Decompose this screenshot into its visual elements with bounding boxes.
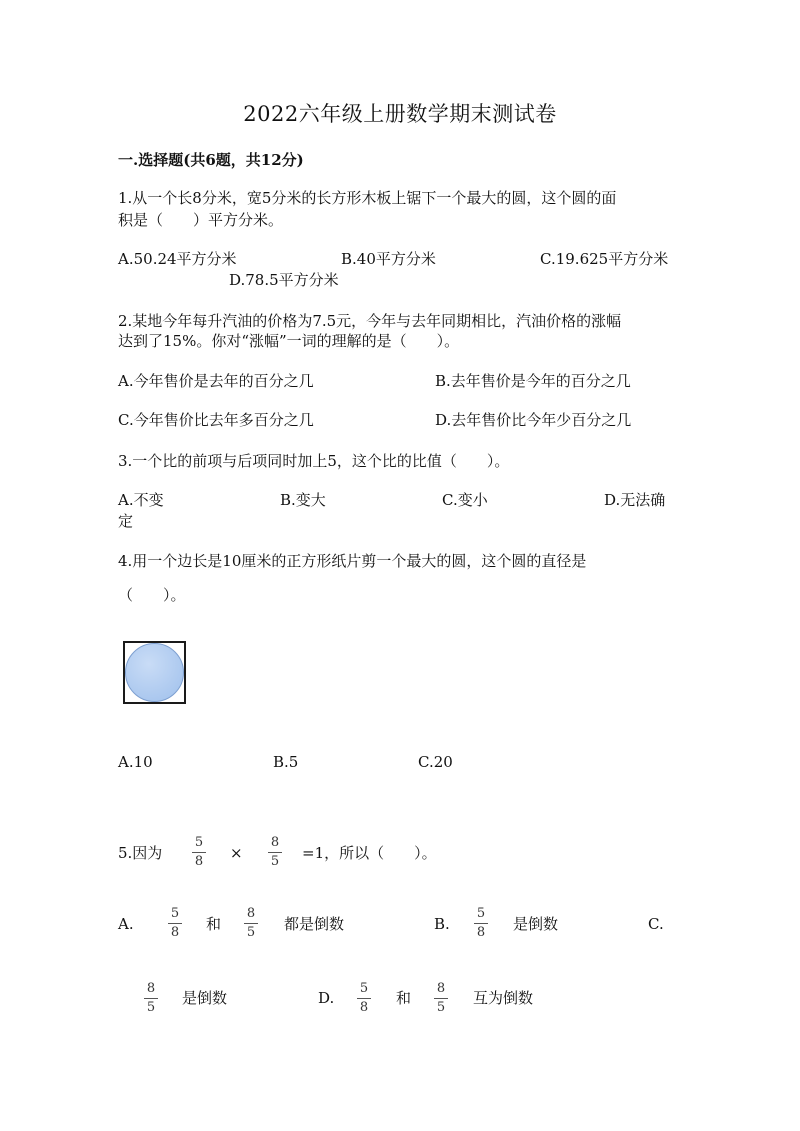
q5-option-d-fraction-8-5	[432, 981, 450, 1016]
fraction-denominator: 8	[359, 1000, 369, 1015]
q2-option-b[interactable]: B.去年售价是今年的百分之几	[435, 372, 631, 390]
q2-text-line1: 2.某地今年每升汽油的价格为7.5元，今年与去年同期相比，汽油价格的涨幅	[118, 312, 622, 330]
fraction-numerator: 8	[246, 906, 256, 921]
q2-option-d[interactable]: D.去年售价比今年少百分之几	[435, 411, 632, 429]
q5-option-a-fraction-5-8	[166, 906, 184, 941]
fraction-numerator: 8	[146, 981, 156, 996]
fraction-numerator: 5	[170, 906, 180, 921]
fraction-numerator: 8	[436, 981, 446, 996]
fraction-numerator: 5	[194, 835, 204, 850]
q3-option-b[interactable]: B.变大	[280, 491, 326, 509]
q5-option-d-text: 互为倒数	[473, 989, 534, 1007]
q5-option-c-fraction-8-5	[142, 981, 160, 1016]
q5-times-sign: ×	[230, 844, 243, 862]
fraction-denominator: 5	[146, 1000, 156, 1015]
q1-option-a[interactable]: A.50.24平方分米	[118, 250, 237, 268]
q4-option-c[interactable]: C.20	[418, 753, 453, 771]
fraction-bar	[192, 852, 206, 853]
q4-text-line1: 4.用一个边长是10厘米的正方形纸片剪一个最大的圆，这个圆的直径是	[118, 552, 587, 570]
fraction-bar	[268, 852, 282, 853]
q5-fraction-5-8	[190, 835, 208, 870]
fraction-denominator: 5	[436, 1000, 446, 1015]
page-title: 2022六年级上册数学期末测试卷	[243, 102, 557, 126]
fraction-denominator: 8	[476, 925, 486, 940]
q5-prefix: 5.因为	[118, 844, 163, 862]
fraction-bar	[168, 923, 182, 924]
q1-option-b[interactable]: B.40平方分米	[341, 250, 436, 268]
fraction-bar	[144, 998, 158, 999]
fraction-denominator: 8	[170, 925, 180, 940]
q5-option-b-text: 是倒数	[513, 915, 559, 933]
q5-fraction-8-5	[266, 835, 284, 870]
fraction-denominator: 8	[194, 854, 204, 869]
q5-option-b-fraction-5-8	[472, 906, 490, 941]
fraction-numerator: 5	[476, 906, 486, 921]
q1-option-d[interactable]: D.78.5平方分米	[229, 271, 339, 289]
q5-option-b-label[interactable]: B.	[434, 915, 450, 933]
q5-option-c-text: 是倒数	[182, 989, 228, 1007]
q1-option-c[interactable]: C.19.625平方分米	[540, 250, 669, 268]
q1-text-line2: 积是（ ）平方分米。	[118, 211, 284, 229]
q4-option-a[interactable]: A.10	[118, 753, 153, 771]
inscribed-circle	[125, 643, 184, 702]
fraction-bar	[357, 998, 371, 999]
q4-option-b[interactable]: B.5	[273, 753, 299, 771]
q5-option-d-fraction-5-8	[355, 981, 373, 1016]
q2-option-c[interactable]: C.今年售价比去年多百分之几	[118, 411, 314, 429]
q5-option-a-and: 和	[206, 915, 222, 933]
q3-option-c[interactable]: C.变小	[442, 491, 488, 509]
fraction-numerator: 8	[270, 835, 280, 850]
section-heading: 一.选择题(共6题，共12分)	[118, 151, 304, 169]
q3-text: 3.一个比的前项与后项同时加上5，这个比的比值（ ）。	[118, 452, 510, 470]
fraction-bar	[474, 923, 488, 924]
fraction-bar	[244, 923, 258, 924]
q2-option-a[interactable]: A.今年售价是去年的百分之几	[118, 372, 314, 390]
q3-option-a[interactable]: A.不变	[118, 491, 164, 509]
q4-text-line2: （ ）。	[118, 586, 186, 604]
q5-option-d-and: 和	[396, 989, 412, 1007]
q5-option-a-label[interactable]: A.	[118, 915, 134, 933]
fraction-numerator: 5	[359, 981, 369, 996]
fraction-bar	[434, 998, 448, 999]
square-with-circle-figure	[123, 641, 186, 704]
q2-text-line2: 达到了15%。你对“涨幅”一词的理解的是（ ）。	[118, 332, 460, 350]
fraction-denominator: 5	[270, 854, 280, 869]
q5-option-a-fraction-8-5	[242, 906, 260, 941]
q3-option-d-wrap: 定	[118, 512, 134, 530]
q1-text-line1: 1.从一个长8分米，宽5分米的长方形木板上锯下一个最大的圆，这个圆的面	[118, 189, 617, 207]
q5-option-d-label[interactable]: D.	[318, 989, 335, 1007]
q3-option-d[interactable]: D.无法确	[604, 491, 666, 509]
q5-suffix: =1，所以（ ）。	[302, 844, 437, 862]
q5-option-c-label[interactable]: C.	[648, 915, 664, 933]
q5-option-a-text: 都是倒数	[284, 915, 345, 933]
fraction-denominator: 5	[246, 925, 256, 940]
